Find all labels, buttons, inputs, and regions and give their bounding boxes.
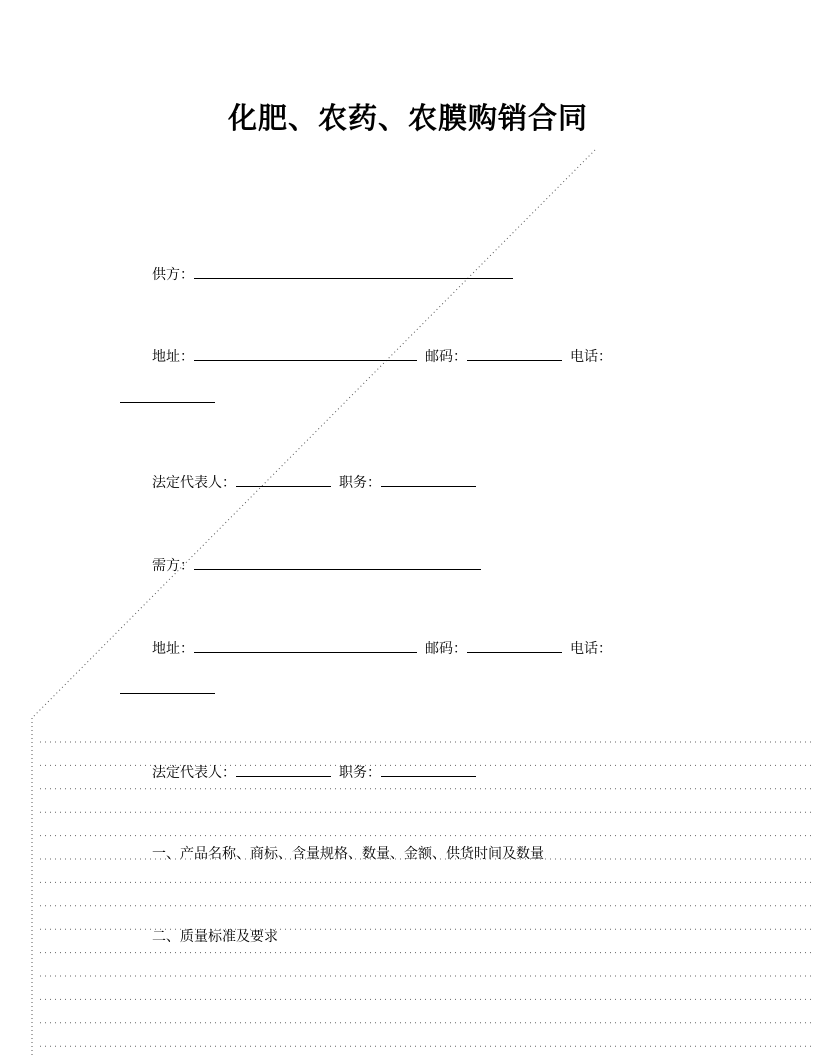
document-title: 化肥、农药、农膜购销合同 [227,101,588,135]
buyer-phone-line [120,679,215,699]
buyer-name-blank[interactable] [194,555,481,570]
supplier-party-label: 供方： [152,267,194,283]
buyer-party-label: 需方： [152,558,194,574]
supplier-postcode-label: 邮码： [425,349,467,365]
buyer-address-blank[interactable] [194,638,417,653]
supplier-phone-blank[interactable] [120,388,215,403]
supplier-rep-label: 法定代表人： [152,475,236,491]
buyer-phone-blank[interactable] [120,679,215,694]
section-heading: 二、质量标准及要求 [152,929,278,945]
supplier-phone-label: 电话： [570,349,612,365]
supplier-rep-line [152,472,476,492]
supplier-rep-blank[interactable] [236,472,331,487]
supplier-address-label: 地址： [152,349,194,365]
supplier-name-blank[interactable] [194,264,513,279]
section-heading: 一、产品名称、商标、含量规格、数量、金额、供货时间及数量 [152,846,544,862]
supplier-phone-line [120,388,215,408]
buyer-rep-line [152,762,476,782]
buyer-address-label: 地址： [152,641,194,657]
supplier-position-label: 职务： [339,475,381,491]
buyer-address-line [152,638,612,658]
buyer-party-line [152,555,481,575]
buyer-rep-label: 法定代表人： [152,765,236,781]
dotted-rows [40,742,814,1046]
buyer-position-label: 职务： [339,765,381,781]
supplier-position-blank[interactable] [381,472,476,487]
diagonal-dotted-edge [32,150,595,718]
buyer-rep-blank[interactable] [236,762,331,777]
supplier-postcode-blank[interactable] [467,346,562,361]
supplier-address-blank[interactable] [194,346,417,361]
supplier-party-line [152,264,513,284]
buyer-postcode-label: 邮码： [425,641,467,657]
buyer-postcode-blank[interactable] [467,638,562,653]
supplier-address-line [152,346,612,366]
buyer-phone-label: 电话： [570,641,612,657]
buyer-position-blank[interactable] [381,762,476,777]
